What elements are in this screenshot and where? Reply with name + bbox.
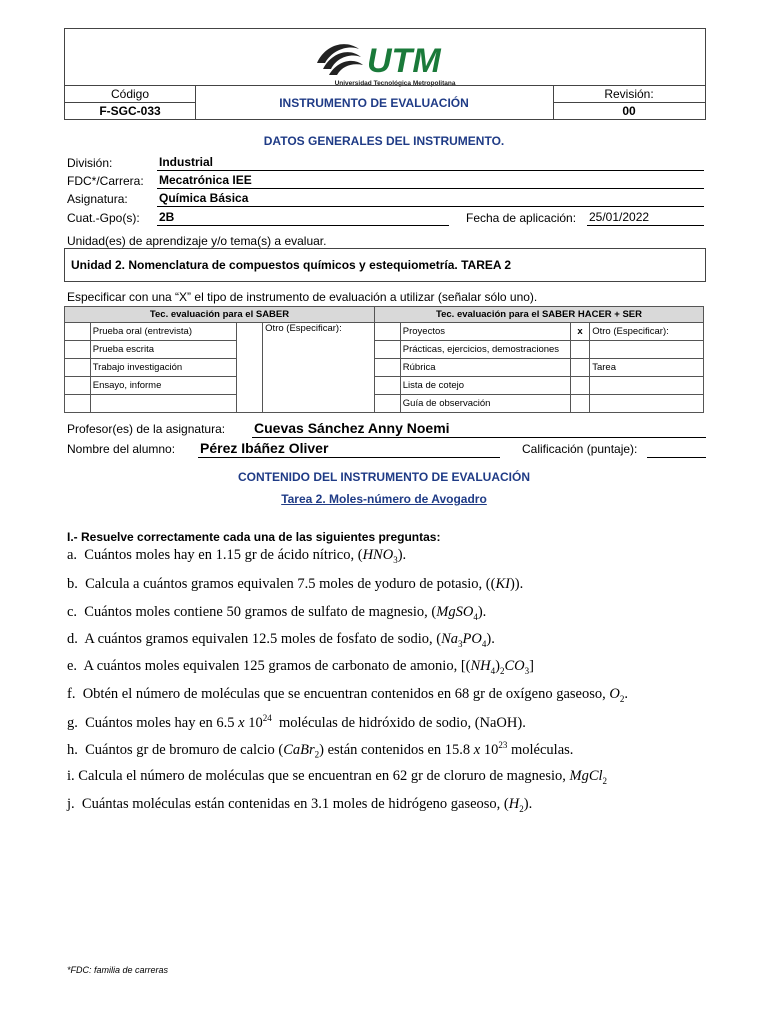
saber-item-2: Prueba escrita	[90, 341, 237, 359]
hacer-otro-value-5	[590, 395, 704, 413]
unidad-label: Unidad(es) de aprendizaje y/o tema(s) a evaluar.	[67, 234, 327, 248]
codigo-value: F-SGC-033	[99, 104, 161, 118]
question-b: b. Calcula a cuántos gramos equivalen 7.5 moles de yoduro de potasio, ((KI)).	[67, 576, 524, 592]
saber-header: Tec. evaluación para el SABER	[65, 307, 375, 323]
hacer-item-4: Lista de cotejo	[400, 377, 570, 395]
hacer-checkbox-3[interactable]	[375, 359, 401, 377]
saber-item-1: Prueba oral (entrevista)	[90, 323, 237, 341]
alumno-label: Nombre del alumno:	[67, 442, 176, 456]
contenido-heading: CONTENIDO DEL INSTRUMENTO DE EVALUACIÓN	[237, 470, 530, 484]
question-i: i. Calcula el número de moléculas que se encuentran en 62 gr de cloruro de magnesio, MgCl$_2$	[67, 768, 608, 786]
hacer-item-1: Proyectos	[400, 323, 570, 341]
unidad-box[interactable]	[64, 248, 706, 282]
hacer-mark-3[interactable]	[570, 359, 589, 377]
table-row	[65, 341, 704, 359]
division-field[interactable]: Industrial	[157, 155, 704, 171]
saber-item-5	[90, 395, 237, 413]
saber-checkbox-4[interactable]	[65, 377, 91, 395]
table-row	[65, 323, 704, 341]
hacer-mark-5[interactable]	[570, 395, 589, 413]
cuat-label: Cuat.-Gpo(s):	[67, 211, 140, 225]
hacer-mark-1[interactable]: x	[570, 323, 589, 341]
question-d: d. A cuántos gramos equivalen 12.5 moles de fosfato de sodio, $(Na_3PO_4)$.	[67, 631, 495, 649]
hacer-otro-value-4	[590, 377, 704, 395]
asignatura-label: Asignatura:	[67, 192, 128, 206]
saber-checkbox-5[interactable]	[65, 395, 91, 413]
logo-swirl-icon	[317, 44, 363, 75]
question-g: g. Cuántos moles hay en 6.5 x $10^{24}$ moléculas de hidróxido de sodio, (NaOH).	[67, 713, 526, 731]
tarea-subheading	[0, 492, 768, 506]
saber-otro-checkbox[interactable]	[237, 323, 263, 413]
saber-item-4: Ensayo, informe	[90, 377, 237, 395]
question-a: a. Cuántos moles hay en 1.15 gr de ácido nítrico, $(HNO_3)$.	[67, 547, 407, 565]
fdc-label: FDC*/Carrera:	[67, 174, 144, 188]
hacer-mark-2[interactable]	[570, 341, 589, 359]
hacer-item-3: Rúbrica	[400, 359, 570, 377]
cuat-field[interactable]: 2B	[157, 210, 449, 226]
hacer-item-5: Guía de observación	[400, 395, 570, 413]
asignatura-field[interactable]: Química Básica	[157, 191, 704, 207]
datos-heading: DATOS GENERALES DEL INSTRUMENTO.	[263, 134, 505, 148]
revision-value: 00	[622, 104, 636, 118]
logo-text: UTM	[367, 42, 441, 80]
revision-label: Revisión:	[553, 86, 705, 103]
hacer-item-2: Prácticas, ejercicios, demostraciones	[400, 341, 570, 359]
question-e: e. A cuántos moles equivalen 125 gramos de carbonato de amonio, $[(NH_4)_2CO_3]$	[67, 658, 534, 676]
document-title: INSTRUMENTO DE EVALUACIÓN	[279, 96, 469, 110]
saber-checkbox-1[interactable]	[65, 323, 91, 341]
hacer-otro-label: Otro (Especificar):	[590, 323, 704, 341]
division-label: División:	[67, 156, 113, 170]
hacer-mark-4[interactable]	[570, 377, 589, 395]
saber-checkbox-3[interactable]	[65, 359, 91, 377]
hacer-checkbox-2[interactable]	[375, 341, 401, 359]
saber-hacer-header: Tec. evaluación para el SABER HACER + SER	[375, 307, 704, 323]
saber-otro-label: Otro (Especificar):	[263, 323, 375, 413]
table-row	[65, 395, 704, 413]
document-header	[64, 28, 706, 120]
hacer-checkbox-5[interactable]	[375, 395, 401, 413]
unidad-value: Unidad 2. Nomenclatura de compuestos químicos y estequiometría. TAREA 2	[71, 258, 512, 272]
codigo-label: Código	[65, 86, 195, 103]
table-row	[65, 359, 704, 377]
especificar-text: Especificar con una “X” el tipo de instrumento de evaluación a utilizar (señalar sólo uno).	[67, 290, 538, 304]
fecha-field[interactable]: 25/01/2022	[587, 210, 704, 226]
tarea-subheading-text: Tarea 2. Moles-número de Avogadro	[281, 492, 487, 506]
fecha-label: Fecha de aplicación:	[466, 211, 577, 225]
calificacion-label: Calificación (puntaje):	[522, 442, 638, 456]
question-j: j. Cuántas moléculas están contenidas en 3.1 moles de hidrógeno gaseoso, $(H_2)$.	[67, 796, 533, 814]
hacer-checkbox-1[interactable]	[375, 323, 401, 341]
profesor-label: Profesor(es) de la asignatura:	[67, 422, 226, 436]
hacer-otro-value-2	[590, 341, 704, 359]
table-row	[65, 377, 704, 395]
question-h: h. Cuántos gr de bromuro de calcio (CaBr$_2$) están contenidos en 15.8 x $10^{23}$ moléculas.	[67, 740, 574, 760]
alumno-field[interactable]: Pérez Ibáñez Oliver	[198, 440, 500, 458]
hacer-checkbox-4[interactable]	[375, 377, 401, 395]
question-c: c. Cuántos moles contiene 50 gramos de sulfato de magnesio, (MgSO$_4$).	[67, 604, 487, 622]
footnote: *FDC: familia de carreras	[67, 965, 169, 975]
utm-logo	[315, 35, 475, 87]
question-f: f. Obtén el número de moléculas que se encuentran contenidos en 68 gr de oxígeno gaseoso, $O_2$.	[67, 686, 628, 704]
fdc-field[interactable]: Mecatrónica IEE	[157, 173, 704, 189]
profesor-field[interactable]: Cuevas Sánchez Anny Noemi	[252, 420, 706, 438]
saber-checkbox-2[interactable]	[65, 341, 91, 359]
saber-item-3: Trabajo investigación	[90, 359, 237, 377]
calificacion-field[interactable]	[647, 440, 706, 458]
university-name: Universidad Tecnológica Metropolitana	[334, 80, 456, 87]
hacer-otro-value-3: Tarea	[590, 359, 704, 377]
instructions: I.- Resuelve correctamente cada una de las siguientes preguntas:	[67, 530, 441, 544]
tecnicas-table	[64, 306, 704, 413]
